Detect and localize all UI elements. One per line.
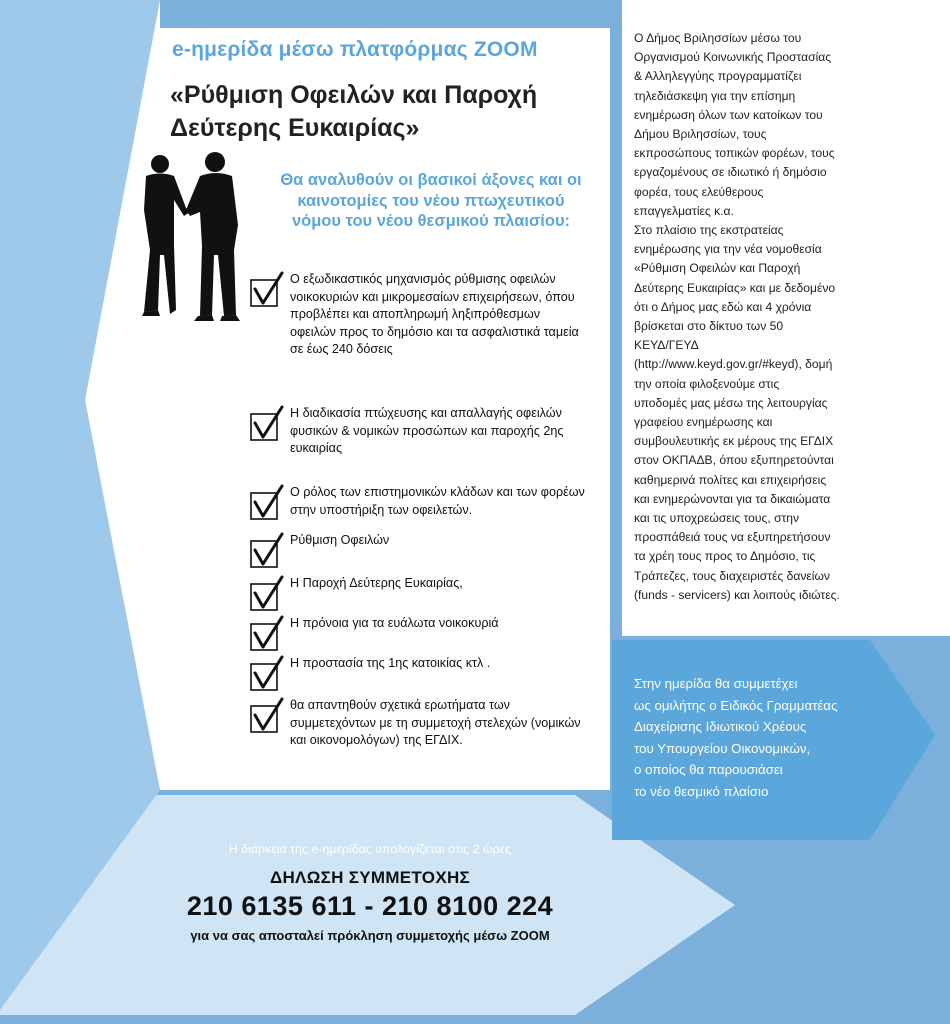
topic-text: Η προστασία της 1ης κατοικίας κτλ . [290, 656, 491, 670]
speaker-text: Στην ημερίδα θα συμμετέχει ως ομιλήτης ο Ειδικός Γραμματέας Διαχείρισης Ιδιωτικού Χρέους του Υπουργείου Οικονομικών, ο οποίος θα παρουσιάσει το νέο θεσμικό πλαίσιο [634, 676, 838, 799]
checkmark-icon [248, 405, 286, 443]
topic-text: Η διαδικασία πτώχευσης και απαλλαγής οφειλών φυσικών & νομικών προσώπων και παροχής 2ης ευκαιρίας [290, 406, 564, 456]
checkmark-icon [248, 271, 286, 309]
duration-text: Η διάρκεια της e-ημερίδας υπολογίζεται στις 2 ώρες [228, 842, 512, 856]
checkmark-icon [248, 655, 286, 693]
topic-text: Η πρόνοια για τα ευάλωτα νοικοκυριά [290, 616, 499, 630]
checkmark-icon [248, 532, 286, 570]
topic-text: Ο εξωδικαστικός μηχανισμός ρύθμισης οφειλών νοικοκυριών και μικρομεσαίων επιχειρήσεων, όπου προβλέπει και αποπληρωμή ληξιπρόθεσμων οφειλών προς το δημόσιο και τα ασφαλιστικά ταμεία σε έως 240 δόσεις [290, 272, 579, 357]
handshake-businessmen-icon [130, 150, 250, 325]
event-subtitle: e-ημερίδα μέσω πλατφόρμας ZOOM [172, 38, 538, 61]
checkmark-icon [248, 575, 286, 613]
description-text: Ο Δήμος Βριλησσίων μέσω του Οργανισμού Κοινωνικής Προστασίας & Αλληλεγγύης προγραμματίζει τηλεδιάσκεψη για την επίσημη ενημέρωση όλων των κατοίκων του Δήμου Βριλησσίων, τους εκπροσώπους τοπικών φορέων, τους εργαζομένους σε ιδιωτικό ή δημόσιο φορέα, τους ελεύθερους επαγγελματίες κ.α. Στο πλαίσιο της εκστρατείας ενημέρωσης για την νέα νομοθεσία «Ρύθμιση Οφειλών και Παροχή Δεύτερης Ευκαιρίας» και με δεδομένο ότι ο Δήμος μας εδώ και 4 χρόνια βρίσκεται στο δίκτυο των 50 ΚΕΥΔ/ΓΕΥΔ (http://www.keyd.gov.gr/#keyd), δομή την οποία φιλοξενούμε στις υποδομές μας μέσω της λειτουργίας γραφείου ενημέρωσης και συμβουλευτικής εκ μέρους της ΕΓΔΙΧ στον ΟΚΠΑΔΒ, όπου εξυπηρετούνται καθημερινά πολίτες και επιχειρήσεις και ενημερώνονται για τα δικαιώματα και τις υποχρεώσεις τους, στην προσπάθειά τους να εξυπηρετήσουν τα χρέη τους προς το Δημόσιο, τις Τράπεζες, τους διαχειριστές δανείων (funds - servicers) και λοιπούς ιδιώτες. [634, 31, 840, 602]
checkmark-icon [248, 697, 286, 735]
topic-text: Ο ρόλος των επιστημονικών κλάδων και των φορέων στην υποστήριξη των οφειλετών. [290, 485, 585, 517]
topic-text: Ρύθμιση Οφειλών [290, 533, 390, 547]
top-blue-strip [160, 0, 610, 28]
checkmark-icon [248, 615, 286, 653]
topic-text: θα απαντηθούν σχετικά ερωτήματα των συμμετεχόντων με τη συμμετοχή στελεχών (νομικών και οικονομολόγων) της ΕΓΔΙΧ. [290, 698, 581, 748]
event-title: «Ρύθμιση Οφειλών και Παροχή Δεύτερης Ευκαιρίας» [170, 81, 538, 142]
topic-text: Η Παροχή Δεύτερης Ευκαιρίας, [290, 576, 463, 590]
intro-text: Θα αναλυθούν οι βασικοί άξονες και οι καινοτομίες του νέου πτωχευτικού νόμου του νέου θεσμικού πλαισίου: [280, 171, 582, 230]
invite-text: για να σας αποσταλεί πρόκληση συμμετοχής μέσω ZOOM [190, 928, 550, 943]
phone-numbers: 210 6135 611 - 210 8100 224 [186, 891, 554, 921]
registration-title: ΔΗΛΩΣΗ ΣΥΜΜΕΤΟΧΗΣ [269, 868, 471, 887]
checkmark-icon [248, 484, 286, 522]
